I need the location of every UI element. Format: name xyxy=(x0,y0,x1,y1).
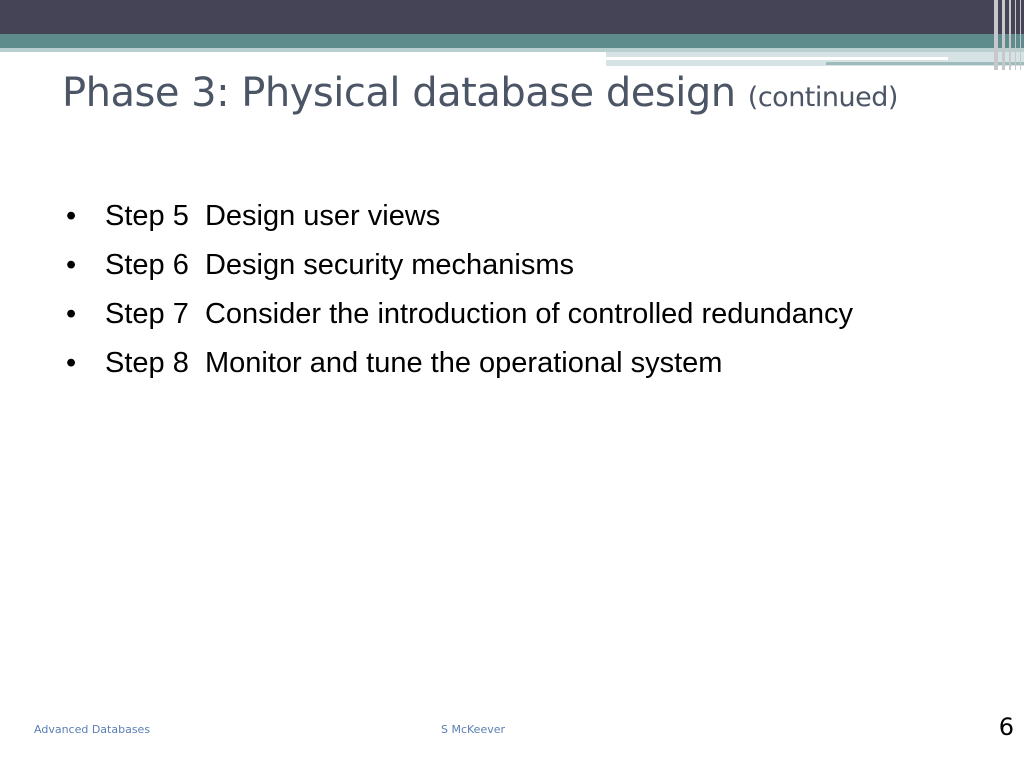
title-suffix: (continued) xyxy=(747,82,898,113)
bullet-marker: • xyxy=(66,200,77,232)
slide-content xyxy=(66,196,886,392)
footer-course-name: Advanced Databases xyxy=(34,723,151,736)
bullet-marker: • xyxy=(66,298,77,330)
bullet-item xyxy=(66,294,886,334)
header-dark-band xyxy=(0,0,1024,34)
page-number: 6 xyxy=(998,713,1014,741)
bullet-marker: • xyxy=(66,249,77,281)
footer-author: S McKeever xyxy=(441,723,506,736)
title-main: Phase 3: Physical database design xyxy=(62,70,736,116)
slide-title xyxy=(62,70,898,116)
header-teal-band xyxy=(0,34,1024,48)
stripe xyxy=(1002,0,1005,70)
bullet-text: Step 6 Design security mechanisms xyxy=(105,249,575,281)
decorative-stripes xyxy=(990,0,1024,70)
bullet-marker: • xyxy=(66,347,77,379)
stripe xyxy=(1015,0,1016,70)
stripe xyxy=(994,0,998,70)
bullet-text: Step 8 Monitor and tune the operational system xyxy=(105,347,723,379)
bullet-item xyxy=(66,245,886,285)
bullet-item xyxy=(66,343,886,383)
bullet-list xyxy=(66,196,886,383)
bullet-item xyxy=(66,196,886,236)
bullet-text: Step 5 Design user views xyxy=(105,200,441,232)
stripe xyxy=(1009,0,1011,70)
stripe xyxy=(1020,0,1021,70)
bullet-text: Step 7 Consider the introduction of controlled redundancy xyxy=(105,298,854,330)
header-accent-line xyxy=(606,57,948,60)
